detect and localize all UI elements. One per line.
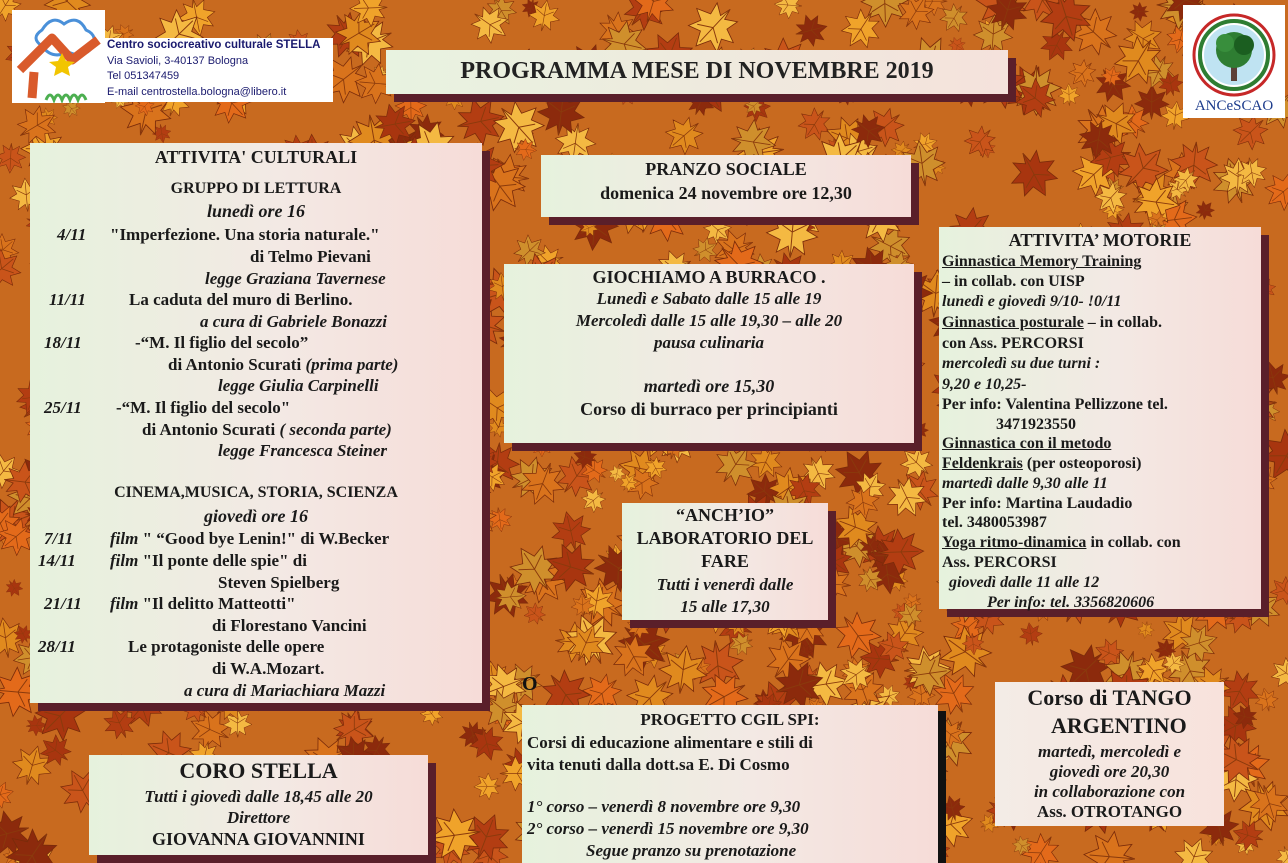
cinema-title: CINEMA,MUSICA, STORIA, SCIENZA <box>114 484 398 501</box>
cultural-activities-box <box>30 143 482 703</box>
feldenkrais-title-2: Feldenkrais (per osteoporosi) <box>942 455 1142 472</box>
feldenkrais-info: Per info: Martina Laudadio <box>942 495 1133 512</box>
cinema-item-3: film "Il delitto Matteotti" <box>110 594 296 613</box>
yoga-schedule: giovedì dalle 11 alle 12 <box>949 574 1100 591</box>
choir-schedule: Tutti i giovedì dalle 18,45 alle 20 <box>144 787 373 806</box>
postural-schedule-1: mercoledì su due turni : <box>942 355 1101 372</box>
choir-director-label: Direttore <box>226 808 291 827</box>
reading-author-3: di Antonio Scurati (prima parte) <box>168 355 399 374</box>
tango-partner-2: Ass. OTROTANGO <box>1036 802 1183 821</box>
reading-group-title: GRUPPO DI LETTURA <box>170 180 342 197</box>
tango-schedule-1: martedì, mercoledì e <box>1037 742 1182 761</box>
cgil-desc-1: Corsi di educazione alimentare e stili di <box>527 733 813 752</box>
tango-partner-1: in collaborazione con <box>1033 782 1186 801</box>
anchio-workshop-box <box>622 503 828 620</box>
cinema-date-2: 14/11 <box>38 551 76 570</box>
cgil-title: PROGETTO CGIL SPI: <box>640 710 820 729</box>
memory-training-schedule: lunedì e giovedì 9/10- !0/11 <box>942 293 1122 310</box>
cinema-director-3: di Florestano Vancini <box>212 616 367 635</box>
burraco-box <box>504 264 914 443</box>
cgil-course-1: 1° corso – venerdì 8 novembre ore 9,30 <box>527 797 801 816</box>
reading-reader-4: legge Francesca Steiner <box>218 441 388 460</box>
reading-title-4: -“M. Il figlio del secolo" <box>116 398 291 417</box>
anchio-schedule-1: Tutti i venerdì dalle <box>656 575 794 594</box>
burraco-schedule-3: pausa culinaria <box>653 333 765 352</box>
org-name: Centro sociocreativo culturale STELLA <box>107 39 321 51</box>
tango-schedule-2: giovedì ore 20,30 <box>1049 762 1170 781</box>
postural-info: Per info: Valentina Pellizzone tel. <box>942 396 1168 413</box>
org-address: Via Savioli, 3-40137 Bologna <box>107 54 249 67</box>
reading-title-3: -“M. Il figlio del secolo” <box>135 333 309 352</box>
reading-date-1: 4/11 <box>57 225 87 244</box>
feldenkrais-title-1: Ginnastica con il metodo <box>942 435 1112 452</box>
social-lunch-box <box>541 155 911 217</box>
tango-title-1: Corso di TANGO <box>1027 685 1192 710</box>
cinema-item-4: Le protagoniste delle opere <box>128 637 325 656</box>
feldenkrais-phone: tel. 3480053987 <box>942 514 1047 531</box>
organization-info <box>105 38 333 102</box>
anchio-subtitle-1: LABORATORIO DEL <box>636 528 814 548</box>
cinema-date-3: 21/11 <box>44 594 82 613</box>
anchio-schedule-2: 15 alle 17,30 <box>680 597 770 616</box>
memory-training-partner: – in collab. con UISP <box>942 273 1085 290</box>
anchio-title: “ANCH’IO” <box>676 505 774 525</box>
cinema-date-1: 7/11 <box>44 529 74 548</box>
yoga-title: Yoga ritmo-dinamica in collab. con <box>942 534 1181 551</box>
tango-title-2: ARGENTINO <box>1051 713 1187 738</box>
cultural-heading: ATTIVITA' CULTURALI <box>154 147 358 167</box>
cinema-date-4: 28/11 <box>38 637 76 656</box>
postural-title: Ginnastica posturale – in collab. <box>942 314 1163 331</box>
reading-group-schedule: lunedì ore 16 <box>206 201 305 221</box>
cinema-item-2: film "Il ponte delle spie" di <box>110 551 307 570</box>
memory-training-title: Ginnastica Memory Training <box>942 253 1142 270</box>
cgil-desc-2: vita tenuti dalla dott.sa E. Di Cosmo <box>527 755 790 774</box>
cgil-project-box <box>522 705 938 863</box>
page-title: PROGRAMMA MESE DI NOVEMBRE 2019 <box>460 58 934 84</box>
ancescao-logo <box>1183 5 1285 118</box>
reading-date-4: 25/11 <box>44 398 82 417</box>
burraco-schedule-1: Lunedì e Sabato dalle 15 alle 19 <box>596 289 822 308</box>
burraco-title: GIOCHIAMO A BURRACO . <box>592 267 826 287</box>
reading-date-3: 18/11 <box>44 333 82 352</box>
feldenkrais-schedule: martedì dalle 9,30 alle 11 <box>942 475 1108 492</box>
yoga-info: Per info: tel. 3356820606 <box>987 594 1155 611</box>
burraco-course-title: Corso di burraco per principianti <box>580 399 838 419</box>
choir-title: CORO STELLA <box>179 758 338 783</box>
tango-box <box>995 682 1224 826</box>
cgil-course-2: 2° corso – venerdì 15 novembre ore 9,30 <box>527 819 809 838</box>
cinema-director-2: Steven Spielberg <box>218 573 340 592</box>
org-email: E-mail centrostella.bologna@libero.it <box>107 85 287 98</box>
reading-title-2: La caduta del muro di Berlino. <box>129 290 353 309</box>
social-lunch-title: PRANZO SOCIALE <box>645 159 807 179</box>
postural-schedule-2: 9,20 e 10,25- <box>942 376 1027 393</box>
reading-author-4: di Antonio Scurati ( seconda parte) <box>142 420 392 439</box>
ancescao-logo-text: ANCeSCAO <box>1194 98 1274 114</box>
reading-date-2: 11/11 <box>49 290 86 309</box>
social-lunch-date: domenica 24 novembre ore 12,30 <box>600 183 852 203</box>
cinema-schedule: giovedì ore 16 <box>204 506 308 526</box>
reading-reader-3: legge Giulia Carpinelli <box>218 376 379 395</box>
stella-logo <box>12 10 105 103</box>
yoga-partner: Ass. PERCORSI <box>942 554 1057 571</box>
stray-letter: O <box>522 673 538 695</box>
reading-author-1: di Telmo Pievani <box>250 247 371 266</box>
choir-box <box>89 755 428 855</box>
postural-phone: 3471923550 <box>996 416 1076 433</box>
reading-title-1: "Imperfezione. Una storia naturale." <box>110 225 380 244</box>
burraco-schedule-2: Mercoledì dalle 15 alle 19,30 – alle 20 <box>575 311 843 330</box>
motor-heading: ATTIVITA’ MOTORIE <box>1008 230 1192 250</box>
reading-reader-2: a cura di Gabriele Bonazzi <box>200 312 388 331</box>
reading-reader-1: legge Graziana Tavernese <box>205 269 386 288</box>
cgil-lunch-note: Segue pranzo su prenotazione <box>586 841 797 860</box>
choir-director-name: GIOVANNA GIOVANNINI <box>152 829 365 849</box>
cinema-curator-4: a cura di Mariachiara Mazzi <box>184 681 386 700</box>
org-phone: Tel 051347459 <box>107 70 180 82</box>
motor-activities-box <box>939 227 1261 609</box>
cinema-item-1: film " “Good bye Lenin!" di W.Becker <box>110 529 390 548</box>
anchio-subtitle-2: FARE <box>701 551 749 571</box>
postural-partner: con Ass. PERCORSI <box>942 335 1084 352</box>
burraco-course-time: martedì ore 15,30 <box>643 376 775 396</box>
cinema-composer-4: di W.A.Mozart. <box>212 659 325 678</box>
page-title-box <box>386 50 1008 94</box>
